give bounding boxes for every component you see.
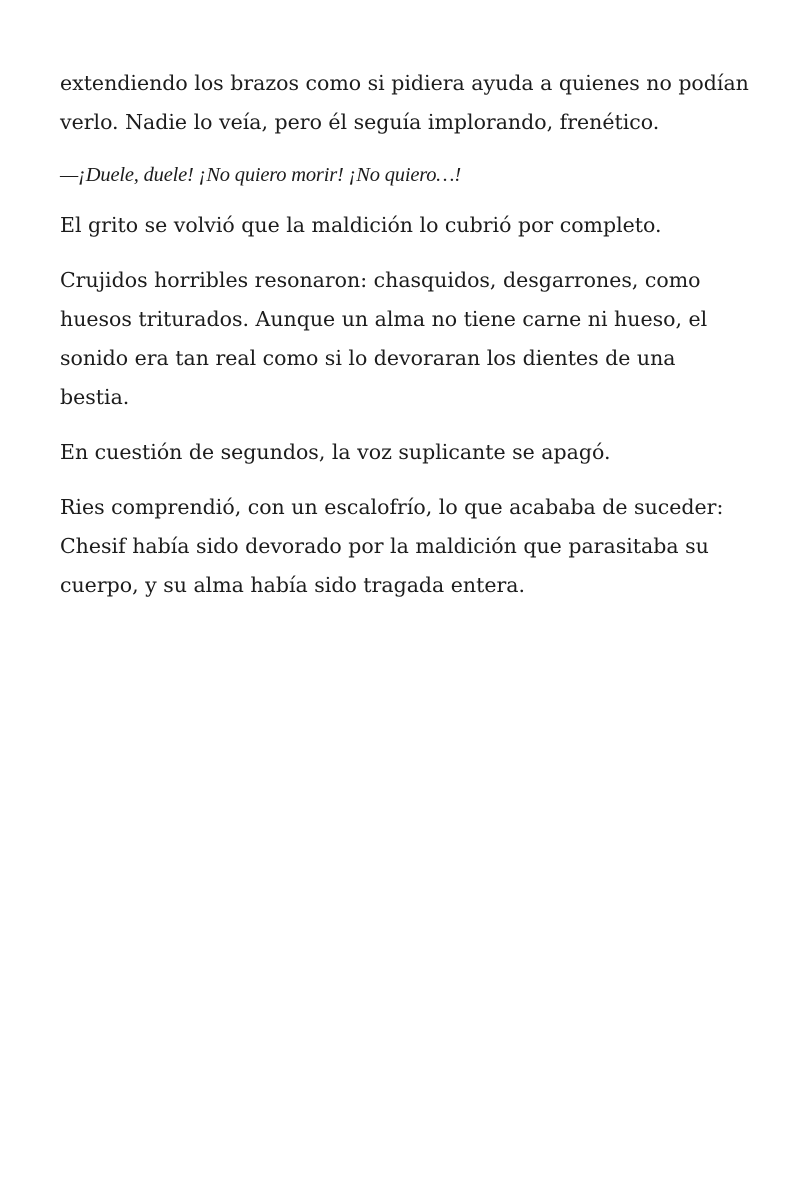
dialogue-line: —¡Duele, duele! ¡No quiero morir! ¡No quiero…! xyxy=(60,164,461,186)
paragraph-3: Crujidos horribles resonaron: chasquidos, desgarrones, como huesos triturados. Aunque un alma no tiene carne ni hueso, el sonido era tan real como si lo devoraran los dientes de una bestia. xyxy=(60,268,708,409)
paragraph-4: En cuestión de segundos, la voz suplicante se apagó. xyxy=(60,440,611,464)
document-page xyxy=(60,64,750,621)
paragraph-5: Ries comprendió, con un escalofrío, lo que acababa de suceder: Chesif había sido devorado por la maldición que parasitaba su cuerpo, y su alma había sido tragada entera. xyxy=(60,495,724,597)
paragraph-2: El grito se volvió que la maldición lo cubrió por completo. xyxy=(60,213,662,237)
paragraph-1: extendiendo los brazos como si pidiera ayuda a quienes no podían verlo. Nadie lo veía, pero él seguía implorando, frenético. xyxy=(60,71,749,134)
